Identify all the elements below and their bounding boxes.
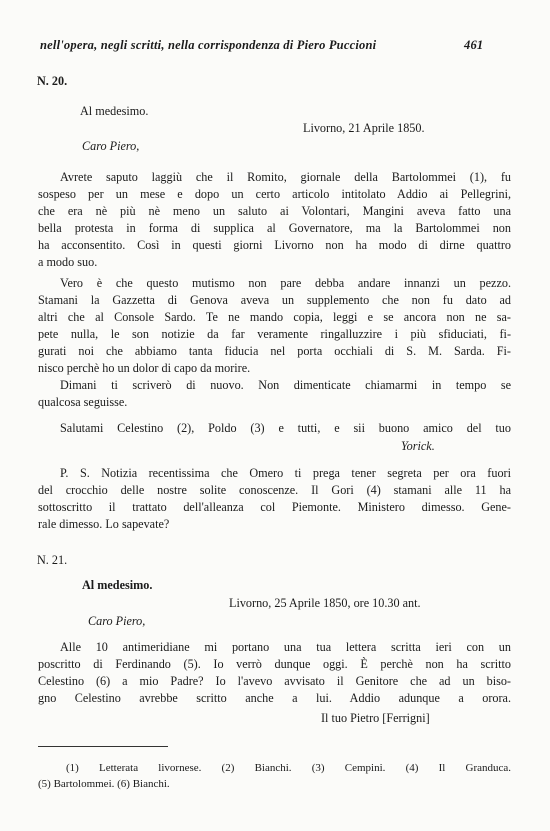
running-header: nell'opera, negli scritti, nella corrispondenza di Piero Puccioni xyxy=(40,38,377,52)
text-line: nisco perchè ho un dolor di capo da morire. xyxy=(38,361,251,375)
letter-addressee: Al medesimo. xyxy=(82,578,153,592)
letter-salutation: Caro Piero, xyxy=(82,139,140,153)
letter-number: N. 21. xyxy=(37,553,68,567)
letter-signature: Il tuo Pietro [Ferrigni] xyxy=(321,711,430,725)
footnote-line: (1) Letterata livornese. (2) Bianchi. (3) Cempini. (4) Il Granduca. xyxy=(66,762,511,774)
text-line: poscritto di Ferdinando (5). Io verrò dunque oggi. È perchè non ha scritto xyxy=(38,657,511,671)
postscript-line: rale dimesso. Lo sapevate? xyxy=(38,517,170,531)
text-line: bella protesta in forma di supplica al Governatore, ma la Bartolommei non xyxy=(38,221,511,235)
postscript-line: del crocchio delle nostre solite conoscenze. Il Gori (4) stamani alle 11 ha xyxy=(38,483,511,497)
letter-addressee: Al medesimo. xyxy=(80,104,149,118)
postscript-line: sottoscritto il trattato dell'alleanza col Piemonte. Ministero dimesso. Gene- xyxy=(38,500,511,514)
text-line: Alle 10 antimeridiane mi portano una tua lettera scritta ieri con un xyxy=(60,640,511,654)
letter-place-date: Livorno, 21 Aprile 1850. xyxy=(303,121,425,135)
text-line: che era nè più nè meno un saluto ai Volontari, Mangini aveva fatto una xyxy=(38,204,511,218)
text-line: Avrete saputo laggiù che il Romito, giornale della Bartolommei (1), fu xyxy=(60,170,511,184)
footnote-rule xyxy=(38,746,168,747)
text-line: Stamani la Gazzetta di Genova aveva un supplemento che non fu dato ad xyxy=(38,293,511,307)
text-line: qualcosa seguisse. xyxy=(38,395,128,409)
page-number: 461 xyxy=(464,38,484,52)
text-line: a modo suo. xyxy=(38,255,98,269)
text-line: gurati noi che abbiamo tanta fiducia nel porta occhiali di S. M. Sarda. Fi- xyxy=(38,344,511,358)
text-line: ha acconsentito. Così in questi giorni Livorno non ha modo di dirne quattro xyxy=(38,238,511,252)
text-line: sospeso per un mese e dopo un certo articolo intitolato Addio ai Pellegrini, xyxy=(38,187,511,201)
letter-place-date: Livorno, 25 Aprile 1850, ore 10.30 ant. xyxy=(229,596,421,610)
letter-signature: Yorick. xyxy=(401,439,435,453)
text-line: pete nulla, le son notizie da far veramente ringalluzzire i più sfiduciati, fi- xyxy=(38,327,511,341)
text-line: gno Celestino avrebbe scritto anche a lui. Addio adunque a orora. xyxy=(38,691,511,705)
text-line: Celestino (6) a mio Padre? Io l'avevo avvisato il Genitore che ad un biso- xyxy=(38,674,511,688)
text-line: Dimani ti scriverò di nuovo. Non dimenticate chiamarmi in tempo se xyxy=(60,378,511,392)
postscript-line: P. S. Notizia recentissima che Omero ti prega tener segreta per ora fuori xyxy=(60,466,511,480)
footnote-line: (5) Bartolommei. (6) Bianchi. xyxy=(38,778,170,790)
text-line: Vero è che questo mutismo non pare debba andare innanzi un pezzo. xyxy=(60,276,511,290)
letter-number: N. 20. xyxy=(37,74,68,88)
letter-salutation: Caro Piero, xyxy=(88,614,146,628)
text-line: altri che al Console Sardo. Te ne mando copia, leggi e se ancora non ne sa- xyxy=(38,310,511,324)
text-line: Salutami Celestino (2), Poldo (3) e tutti, e sii buono amico del tuo xyxy=(60,421,511,435)
